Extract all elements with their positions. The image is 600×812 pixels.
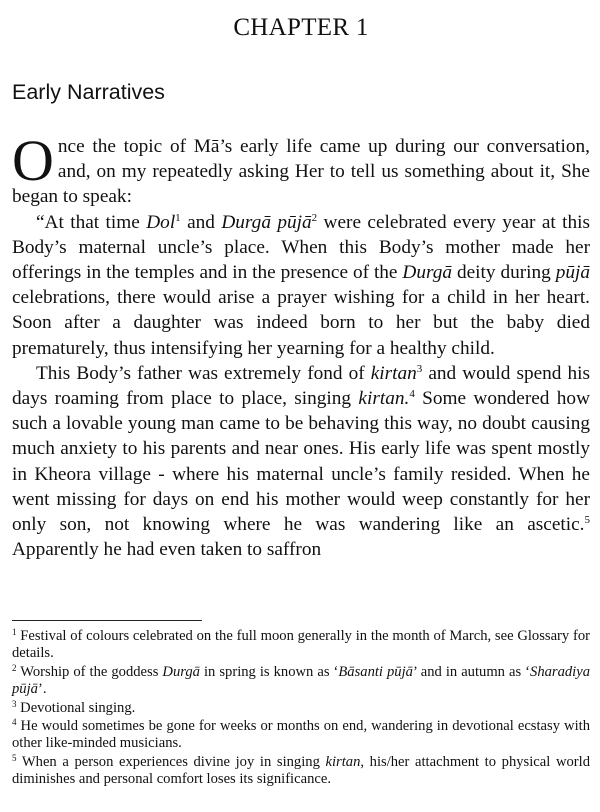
term-kirtan-2: kirtan.	[358, 388, 410, 410]
term-kirtan: kirtan	[370, 362, 417, 384]
chapter-heading: CHAPTER 1	[233, 14, 369, 41]
footnote-1	[12, 628, 590, 663]
footnote-2	[12, 664, 590, 699]
footnote-text: He would sometimes be gone for weeks or months on end, wandering in devotional ecstasy with other like-minded musicians.	[12, 718, 590, 752]
term-durga: Durgā	[402, 262, 453, 284]
footnote-divider	[12, 620, 202, 621]
footnote-ref-5: 5	[584, 514, 590, 527]
p2-text-a: “At that time	[36, 211, 147, 233]
paragraph-1-text: nce the topic of Mā’s early life came up during our conversation, and, on my repeatedly asking Her to tell us something about it, She began to speak:	[12, 136, 590, 208]
term-durga-puja: Durgā pūjā	[221, 211, 312, 233]
footnote-text: ’.	[37, 681, 47, 698]
footnote-text: ’ and in autumn as ‘	[412, 663, 531, 680]
footnote-term-kirtan: kirtan	[325, 753, 361, 770]
p2-text-b: and	[180, 211, 222, 233]
footnote-number: 2	[12, 662, 17, 673]
drop-cap: O	[12, 128, 54, 193]
p2-text-d: deity during	[452, 262, 556, 284]
term-puja: pūjā	[555, 262, 590, 284]
p2-text-c: were celebrated every year at this Body’s maternal uncle’s place. When this Body’s mother made her offerings in the temples and in the presence of the	[12, 211, 591, 284]
p3-text-a: This Body’s father was extremely fond of	[36, 362, 371, 384]
footnote-ref-1: 1	[175, 211, 181, 224]
p3-text-c: Some wondered how such a lovable young man came to be behaving this way, no doubt causing much anxiety to his parents and near ones. His early life was spent mostly in Kheora village - where his maternal uncle’s family resided. When he went missing for days on end his mother would weep constantly for her only son, not knowing where he was wandering like an ascetic.	[12, 388, 590, 536]
footnotes	[12, 628, 590, 790]
footnote-5	[12, 754, 590, 789]
body-text	[12, 128, 591, 562]
paragraph-1	[12, 128, 590, 210]
p3-text-b: and would spend his days roaming from place to place, singing	[12, 362, 590, 410]
footnote-text: When a person experiences divine joy in singing	[16, 753, 326, 770]
footnote-3	[12, 700, 590, 717]
footnote-number: 1	[12, 627, 17, 637]
footnote-ref-2: 2	[311, 211, 318, 224]
paragraph-2	[12, 210, 590, 361]
footnote-number: 3	[12, 698, 17, 709]
footnote-ref-4: 4	[409, 388, 415, 401]
footnote-number: 5	[12, 752, 17, 763]
p3-text-d: Apparently he had even taken to saffron	[12, 539, 322, 561]
footnote-text: Festival of colours celebrated on the full moon generally in the month of March, see Glossary for details.	[12, 628, 590, 662]
footnote-text: Devotional singing.	[16, 699, 136, 716]
paragraph-3	[12, 361, 590, 563]
footnote-text: Worship of the goddess	[16, 663, 163, 680]
footnote-text: in spring is known as ‘	[199, 663, 339, 680]
term-dol: Dol	[146, 211, 176, 233]
footnote-text: , his/her attachment to physical world diminishes and personal comfort loses its significance.	[12, 753, 590, 788]
footnote-term-basanti-puja: Bāsanti pūjā	[338, 663, 413, 680]
p2-text-e: celebrations, there would arise a prayer wishing for a child in her heart. Soon after a daughter was indeed born to her but the baby died prematurely, thus intensifying her yearning for a healthy child.	[12, 287, 590, 359]
footnote-term-sharadiya-puja: Sharadiya pūjā	[12, 663, 591, 698]
footnote-term-durga: Durgā	[162, 663, 200, 680]
footnote-ref-3: 3	[416, 362, 423, 375]
footnote-4	[12, 718, 590, 753]
section-title: Early Narratives	[12, 80, 165, 104]
footnote-number: 4	[12, 717, 17, 728]
book-page	[12, 0, 590, 812]
